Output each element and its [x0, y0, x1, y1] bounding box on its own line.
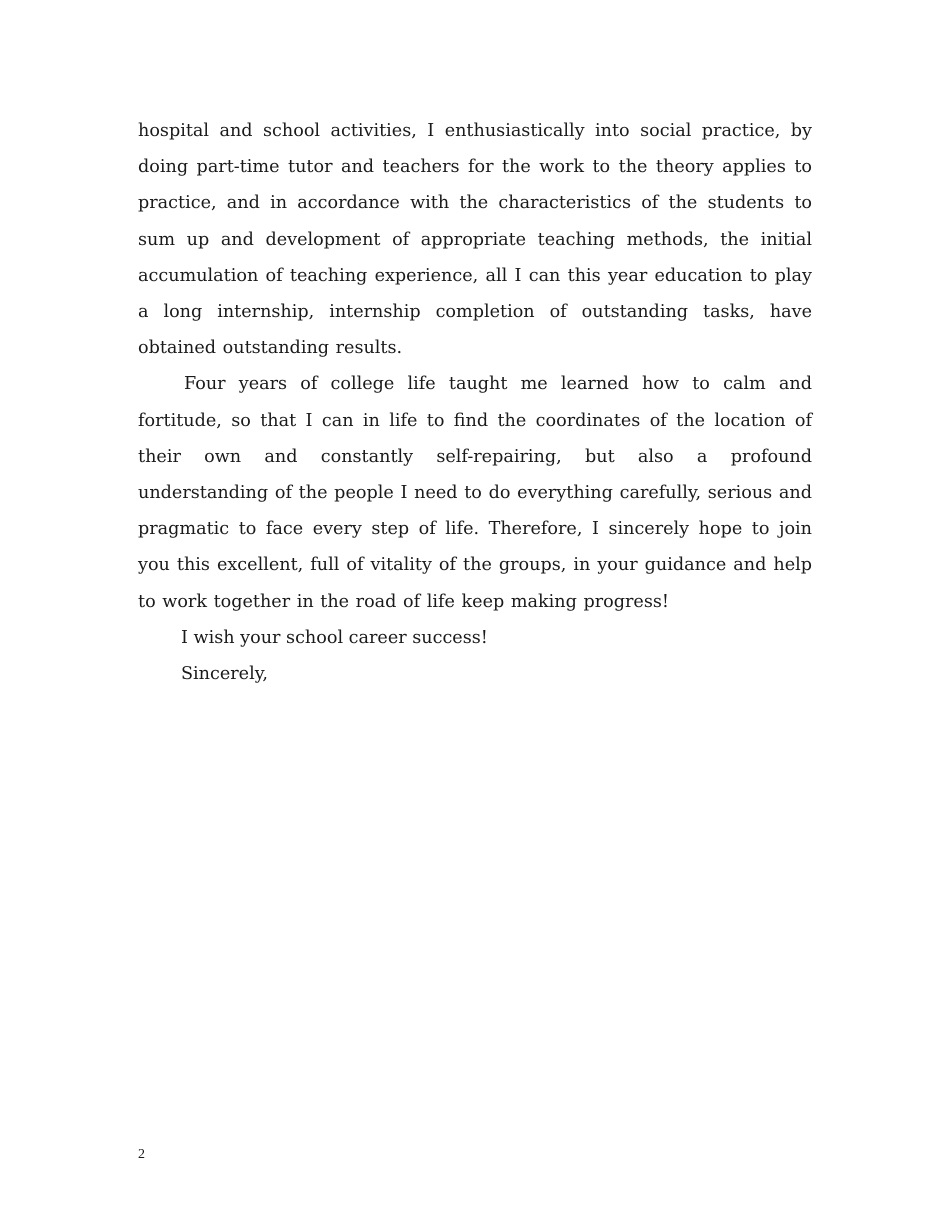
sign-off: Sincerely, — [181, 664, 268, 685]
closing-wish: I wish your school career success! — [181, 627, 488, 648]
page-number: 2 — [138, 1147, 145, 1162]
paragraph-college-life: Four years of college life taught me learned how to calm and fortitude, so that I can in life to find the coordinates of the location of their own and constantly self-repairing, but also a profound understanding of the people I need to do everything carefully, serious and pragmatic to face every step of life. Therefore, I sincerely hope to join you this excellent, full of vitality of the groups, in your guidance and help to work together in the road of life keep making progress! — [138, 374, 812, 612]
paragraph-continued: hospital and school activities, I enthusiastically into social practice, by doing part-time tutor and teachers for the work to the theory applies to practice, and in accordance with the characteristics of the students to sum up and development of appropriate teaching methods, the initial accumulation of teaching experience, all I can this year education to play a long internship, internship completion of outstanding tasks, have obtained outstanding results. — [138, 121, 812, 359]
letter-body — [138, 113, 812, 692]
